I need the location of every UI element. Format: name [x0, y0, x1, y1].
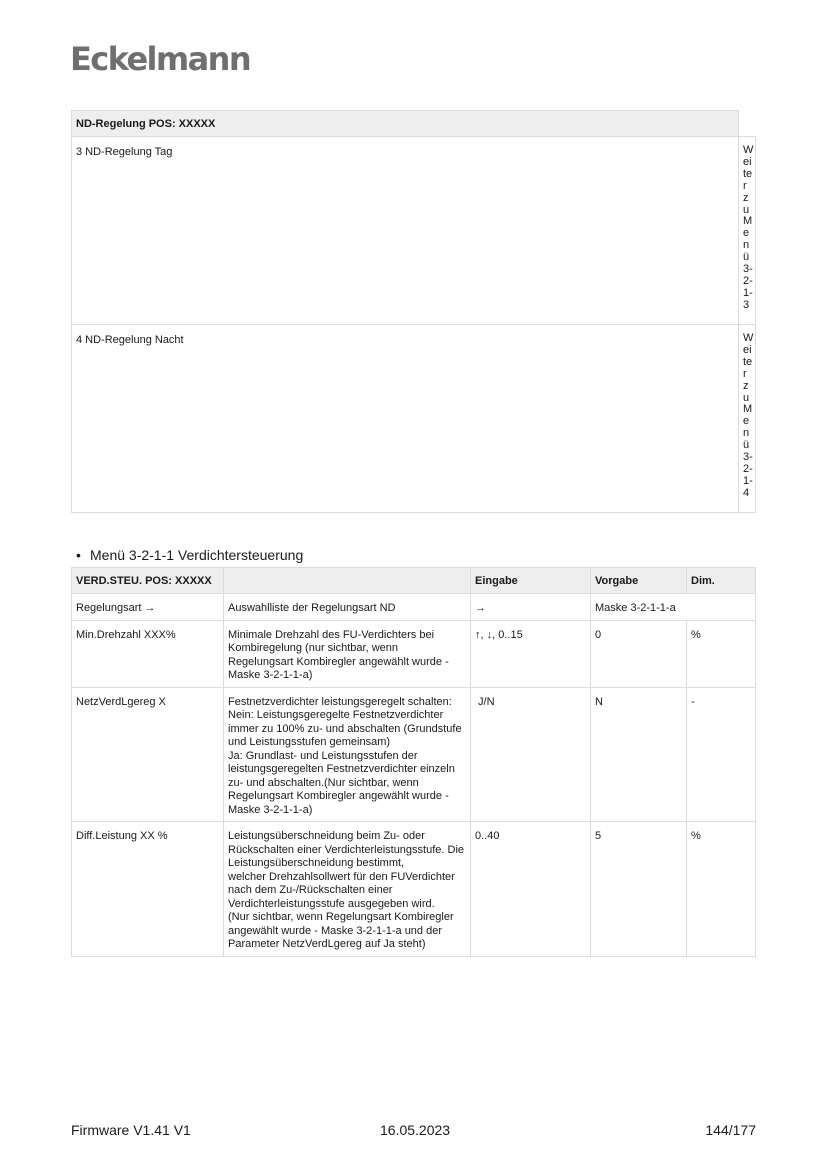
param-default: N: [591, 687, 687, 822]
company-logo: Eckelmann: [70, 40, 251, 78]
param-name: NetzVerdLgereg X: [72, 687, 224, 822]
footer-date: 16.05.2023: [380, 1122, 451, 1138]
table-header-row: [72, 568, 756, 594]
param-default: 5: [591, 822, 687, 957]
param-dim: -: [687, 687, 756, 822]
menu-item-label: 3 ND-Regelung Tag: [72, 137, 739, 325]
header-eingabe: Eingabe: [471, 568, 591, 594]
bullet-icon: •: [76, 547, 81, 563]
menu-item-label: 4 ND-Regelung Nacht: [72, 325, 739, 513]
param-name: Min.Drehzahl XXX%: [72, 620, 224, 687]
header-position: VERD.STEU. POS: XXXXX: [72, 568, 224, 594]
table-row: [72, 620, 756, 687]
param-description: Leistungsüberschneidung beim Zu- oder Rückschalten einer Verdichterleistungsstufe. Die Leistungsüberschneidung bestimmt, welcher Drehzahlsollwert für den FUVerdichter nach dem Zu-/Rückschalten einer Verdichterleistungsstufe ausgegeben wird. (Nur sichtbar, wenn Regelungsart Kombiregler angewählt wurde - Maske 3-2-1-1-a und der Parameter NetzVerdLgereg auf Ja steht): [224, 822, 471, 957]
table-row: [72, 687, 756, 822]
table-row[interactable]: [72, 137, 756, 325]
menu-link-text[interactable]: Weiter zu Menü 3-2-1-4: [743, 332, 754, 499]
table-row[interactable]: [72, 325, 756, 513]
param-default: 0: [591, 620, 687, 687]
nd-regelung-table: [71, 110, 756, 513]
param-input: 0..40: [471, 822, 591, 957]
menu-link-text[interactable]: Weiter zu Menü 3-2-1-3: [743, 144, 754, 311]
param-dim: %: [687, 620, 756, 687]
table-row: [72, 822, 756, 957]
menu-link-cell[interactable]: [739, 325, 756, 513]
footer-page-number: 144/177: [705, 1122, 756, 1138]
section-heading: [76, 547, 303, 563]
param-input: J/N: [471, 687, 591, 822]
param-input: →: [471, 594, 591, 621]
section-title: Menü 3-2-1-1 Verdichtersteuerung: [90, 547, 304, 563]
header-vorgabe: Vorgabe: [591, 568, 687, 594]
param-description: Festnetzverdichter leistungsgeregelt schalten: Nein: Leistungsgeregelte Festnetzverdichter immer zu 100% zu- und abschalten (Grundstufe und Leistungsstufen gemeinsam) Ja: Grundlast- und Leistungsstufen der leistungsgeregelten Festnetzverdichter einzeln zu- und abschalten.(Nur sichtbar, wenn Regelungsart Kombiregler angewählt wurde - Maske 3-2-1-1-a): [224, 687, 471, 822]
param-name: Diff.Leistung XX %: [72, 822, 224, 957]
param-description: Auswahlliste der Regelungsart ND: [224, 594, 471, 621]
footer-firmware: Firmware V1.41 V1: [71, 1122, 191, 1138]
param-input: ↑, ↓, 0..15: [471, 620, 591, 687]
verdichtersteuerung-table: [71, 567, 756, 957]
menu-link-cell[interactable]: [739, 137, 756, 325]
param-description: Minimale Drehzahl des FU-Verdichters bei Kombiregelung (nur sichtbar, wenn Regelungsart Kombiregler angewählt wurde - Maske 3-2-1-1-a): [224, 620, 471, 687]
table-header: ND-Regelung POS: XXXXX: [72, 111, 739, 137]
param-default: Maske 3-2-1-1-a: [591, 594, 756, 621]
param-dim: %: [687, 822, 756, 957]
header-dim: Dim.: [687, 568, 756, 594]
table-row: [72, 594, 756, 621]
header-description: [224, 568, 471, 594]
header-spacer: [739, 111, 756, 137]
param-name: Regelungsart →: [72, 594, 224, 621]
